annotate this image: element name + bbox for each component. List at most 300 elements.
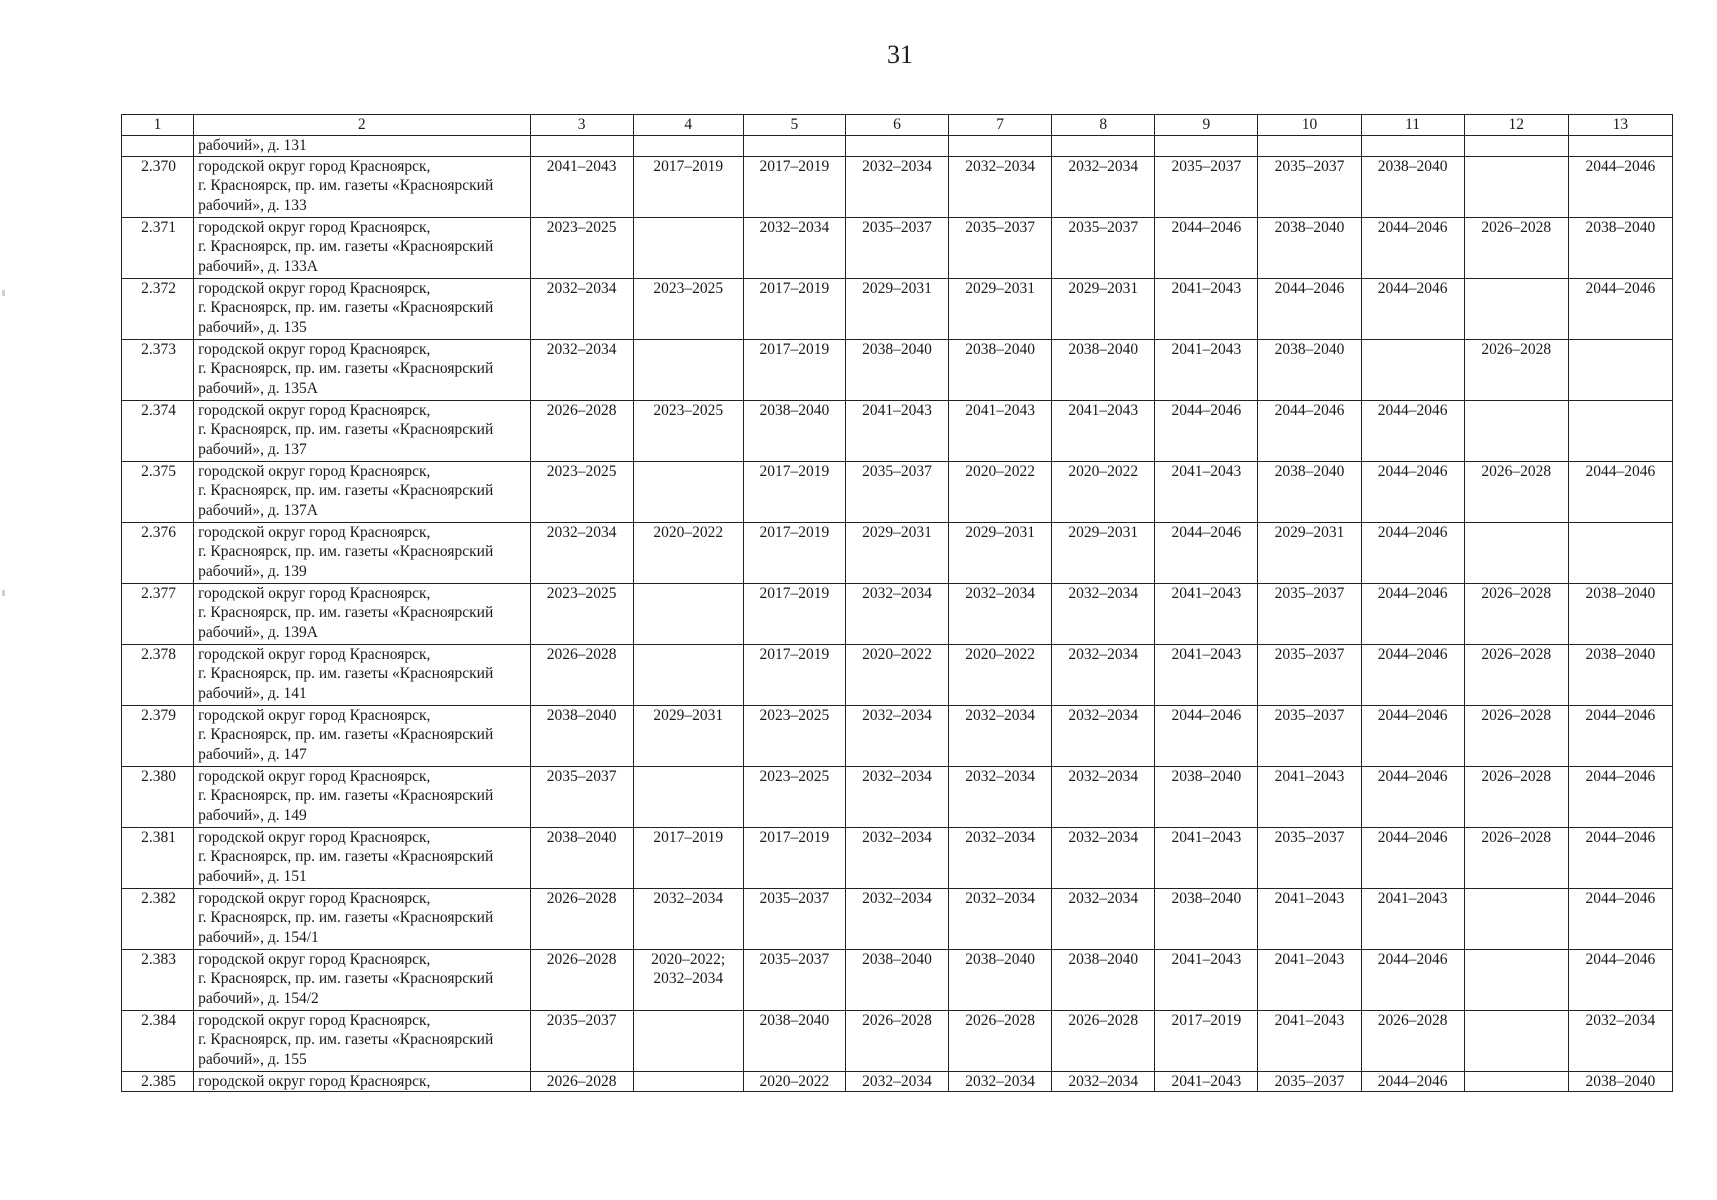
- period-cell: 2035–2037: [1258, 1071, 1361, 1092]
- period-cell: 2041–2043: [1258, 888, 1361, 949]
- period-cell: 2041–2043: [1155, 278, 1258, 339]
- period-cell: 2044–2046: [1361, 400, 1464, 461]
- period-cell: 2038–2040: [845, 339, 948, 400]
- period-cell: 2035–2037: [1052, 217, 1155, 278]
- period-cell: [1464, 888, 1568, 949]
- table-body: [122, 136, 1673, 1092]
- period-cell: 2038–2040: [1258, 461, 1361, 522]
- period-cell: 2023–2025: [633, 278, 743, 339]
- period-cell: 2044–2046: [1361, 827, 1464, 888]
- row-number-cell: 2.383: [122, 949, 194, 1010]
- period-cell: [949, 136, 1052, 157]
- address-cell: [194, 217, 530, 278]
- period-cell: 2029–2031: [1258, 522, 1361, 583]
- period-cell: 2026–2028: [1464, 827, 1568, 888]
- period-cell: 2026–2028: [1464, 217, 1568, 278]
- table-row-continuation: [122, 136, 1673, 157]
- column-header: 7: [949, 115, 1052, 136]
- period-cell: 2032–2034: [949, 705, 1052, 766]
- period-cell: 2044–2046: [1361, 644, 1464, 705]
- address-cell: [194, 644, 530, 705]
- period-cell: 2044–2046: [1361, 1071, 1464, 1092]
- period-cell: 2032–2034: [1052, 1071, 1155, 1092]
- row-number-cell: 2.373: [122, 339, 194, 400]
- address-line: рабочий», д. 155: [198, 1050, 307, 1068]
- row-number-cell: 2.384: [122, 1010, 194, 1071]
- period-cell: [633, 644, 743, 705]
- address-line: городской округ город Красноярск,: [198, 218, 431, 236]
- period-cell: [1464, 136, 1568, 157]
- column-header: 2: [194, 115, 530, 136]
- period-cell: 2038–2040: [1052, 339, 1155, 400]
- period-cell: 2020–2022: [633, 522, 743, 583]
- period-cell: 2035–2037: [530, 766, 633, 827]
- period-cell: 2044–2046: [1568, 461, 1672, 522]
- period-cell: 2038–2040: [1052, 949, 1155, 1010]
- period-cell: 2032–2034: [845, 583, 948, 644]
- period-cell: [1568, 339, 1672, 400]
- scan-margin-mark: [2, 590, 5, 596]
- address-line: рабочий», д. 149: [198, 806, 307, 824]
- address-line: городской округ город Красноярск,: [198, 157, 431, 175]
- period-cell: 2032–2034: [845, 1071, 948, 1092]
- period-cell: 2026–2028: [1464, 705, 1568, 766]
- address-cell: [194, 705, 530, 766]
- period-cell: 2044–2046: [1361, 278, 1464, 339]
- period-cell: 2029–2031: [949, 278, 1052, 339]
- address-line: городской округ город Красноярск,: [198, 462, 431, 480]
- table-row: [122, 1010, 1673, 1071]
- address-cell: [194, 522, 530, 583]
- address-line: г. Красноярск, пр. им. газеты «Красноярский: [198, 421, 494, 438]
- address-line: городской округ город Красноярск,: [198, 1011, 431, 1029]
- period-cell: 2041–2043: [1155, 644, 1258, 705]
- address-line: г. Красноярск, пр. им. газеты «Красноярский: [198, 604, 494, 621]
- period-cell: 2017–2019: [1155, 1010, 1258, 1071]
- period-cell: 2026–2028: [530, 888, 633, 949]
- period-cell: 2035–2037: [845, 461, 948, 522]
- period-cell: 2032–2034: [1052, 888, 1155, 949]
- table-row: [122, 766, 1673, 827]
- period-cell: 2038–2040: [1568, 1071, 1672, 1092]
- row-number-cell: 2.370: [122, 156, 194, 217]
- address-line: г. Красноярск, пр. им. газеты «Красноярский: [198, 909, 494, 926]
- period-cell: 2041–2043: [530, 156, 633, 217]
- page-number-text: 31: [887, 40, 913, 69]
- period-cell: [633, 136, 743, 157]
- period-cell: 2023–2025: [743, 705, 845, 766]
- address-line: г. Красноярск, пр. им. газеты «Красноярский: [198, 665, 494, 682]
- period-cell: 2026–2028: [845, 1010, 948, 1071]
- table-row: [122, 156, 1673, 217]
- period-cell: 2017–2019: [743, 583, 845, 644]
- period-cell: 2023–2025: [530, 461, 633, 522]
- period-cell: [633, 461, 743, 522]
- period-cell: 2032–2034: [949, 156, 1052, 217]
- column-header: 3: [530, 115, 633, 136]
- period-cell: 2038–2040: [1155, 888, 1258, 949]
- column-header: 4: [633, 115, 743, 136]
- period-cell: 2026–2028: [530, 949, 633, 1010]
- period-cell: 2032–2034: [845, 827, 948, 888]
- period-cell: [1568, 522, 1672, 583]
- period-cell: 2017–2019: [633, 156, 743, 217]
- period-cell: 2041–2043: [949, 400, 1052, 461]
- address-cell: [194, 400, 530, 461]
- address-line: г. Красноярск, пр. им. газеты «Красноярский: [198, 726, 494, 743]
- address-line: городской округ город Красноярск,: [198, 767, 431, 785]
- period-cell: 2023–2025: [743, 766, 845, 827]
- period-cell: 2020–2022: [1052, 461, 1155, 522]
- period-cell: 2041–2043: [1052, 400, 1155, 461]
- period-cell: 2032–2034: [633, 888, 743, 949]
- period-cell: 2029–2031: [1052, 278, 1155, 339]
- period-cell: [1464, 949, 1568, 1010]
- period-cell: 2038–2040: [530, 705, 633, 766]
- period-cell: [633, 339, 743, 400]
- period-cell: 2044–2046: [1568, 766, 1672, 827]
- address-cell: [194, 1071, 530, 1092]
- period-cell: 2035–2037: [1258, 156, 1361, 217]
- row-number-cell: 2.379: [122, 705, 194, 766]
- table-row: [122, 1071, 1673, 1092]
- period-line: 2032–2034: [653, 970, 724, 987]
- address-cell: [194, 136, 530, 157]
- address-line: рабочий», д. 154/2: [198, 989, 319, 1007]
- period-cell: 2032–2034: [1052, 705, 1155, 766]
- address-cell: [194, 949, 530, 1010]
- period-cell: 2038–2040: [949, 339, 1052, 400]
- period-cell: 2044–2046: [1361, 522, 1464, 583]
- period-cell: 2026–2028: [530, 1071, 633, 1092]
- period-cell: [633, 583, 743, 644]
- period-cell: 2017–2019: [743, 827, 845, 888]
- table-row: [122, 522, 1673, 583]
- period-cell: [633, 949, 743, 1010]
- address-line: городской округ город Красноярск,: [198, 401, 431, 419]
- period-cell: 2032–2034: [845, 156, 948, 217]
- period-cell: 2038–2040: [1258, 217, 1361, 278]
- period-cell: 2035–2037: [1258, 644, 1361, 705]
- column-header: 12: [1464, 115, 1568, 136]
- period-cell: 2044–2046: [1568, 827, 1672, 888]
- row-number-cell: 2.371: [122, 217, 194, 278]
- period-cell: 2029–2031: [949, 522, 1052, 583]
- address-line: городской округ город Красноярск,: [198, 645, 431, 663]
- period-cell: 2035–2037: [949, 217, 1052, 278]
- row-number-cell: 2.381: [122, 827, 194, 888]
- period-cell: 2032–2034: [845, 705, 948, 766]
- period-cell: 2032–2034: [949, 827, 1052, 888]
- period-cell: 2044–2046: [1568, 156, 1672, 217]
- period-cell: 2044–2046: [1258, 278, 1361, 339]
- period-cell: 2041–2043: [1258, 766, 1361, 827]
- period-cell: 2029–2031: [1052, 522, 1155, 583]
- period-cell: 2035–2037: [743, 888, 845, 949]
- address-line: рабочий», д. 151: [198, 867, 307, 885]
- period-cell: 2044–2046: [1155, 705, 1258, 766]
- address-line: городской округ город Красноярск,: [198, 950, 431, 968]
- table-row: [122, 827, 1673, 888]
- address-line: городской округ город Красноярск,: [198, 279, 431, 297]
- period-cell: 2044–2046: [1568, 278, 1672, 339]
- period-cell: 2017–2019: [743, 461, 845, 522]
- address-line: городской округ город Красноярск,: [198, 889, 431, 907]
- address-cell: [194, 827, 530, 888]
- address-line: г. Красноярск, пр. им. газеты «Красноярский: [198, 238, 494, 255]
- period-cell: 2026–2028: [530, 644, 633, 705]
- period-cell: 2035–2037: [1155, 156, 1258, 217]
- table-row: [122, 217, 1673, 278]
- period-cell: 2044–2046: [1361, 583, 1464, 644]
- period-cell: 2044–2046: [1568, 949, 1672, 1010]
- row-number-cell: 2.375: [122, 461, 194, 522]
- table-row: [122, 278, 1673, 339]
- period-cell: [1155, 136, 1258, 157]
- period-cell: 2032–2034: [949, 766, 1052, 827]
- address-line: г. Красноярск, пр. им. газеты «Красноярский: [198, 299, 494, 316]
- period-cell: 2038–2040: [743, 400, 845, 461]
- address-cell: [194, 1010, 530, 1071]
- period-cell: 2044–2046: [1568, 705, 1672, 766]
- row-number-cell: 2.378: [122, 644, 194, 705]
- period-cell: 2032–2034: [949, 888, 1052, 949]
- table-row: [122, 400, 1673, 461]
- column-header: 6: [845, 115, 948, 136]
- period-cell: 2044–2046: [1361, 949, 1464, 1010]
- address-line: г. Красноярск, пр. им. газеты «Красноярский: [198, 543, 494, 560]
- period-cell: [845, 136, 948, 157]
- row-number-cell: 2.382: [122, 888, 194, 949]
- table-row: [122, 705, 1673, 766]
- period-cell: 2038–2040: [1258, 339, 1361, 400]
- table-row: [122, 583, 1673, 644]
- row-number-cell: 2.372: [122, 278, 194, 339]
- period-cell: 2017–2019: [743, 522, 845, 583]
- address-cell: [194, 339, 530, 400]
- address-line: рабочий», д. 135: [198, 318, 307, 336]
- row-number-cell: 2.377: [122, 583, 194, 644]
- column-header: 9: [1155, 115, 1258, 136]
- period-cell: 2032–2034: [1052, 583, 1155, 644]
- period-cell: 2026–2028: [1361, 1010, 1464, 1071]
- period-cell: 2026–2028: [1464, 583, 1568, 644]
- period-cell: 2044–2046: [1155, 217, 1258, 278]
- address-line: г. Красноярск, пр. им. газеты «Красноярский: [198, 1031, 494, 1048]
- address-line: городской округ город Красноярск,: [198, 706, 431, 724]
- period-cell: 2038–2040: [1568, 583, 1672, 644]
- period-cell: [1568, 400, 1672, 461]
- period-cell: 2035–2037: [743, 949, 845, 1010]
- period-cell: [1464, 1071, 1568, 1092]
- period-cell: [1258, 136, 1361, 157]
- address-cell: [194, 156, 530, 217]
- period-cell: 2017–2019: [633, 827, 743, 888]
- period-cell: 2032–2034: [845, 888, 948, 949]
- column-header: 5: [743, 115, 845, 136]
- table-row: [122, 888, 1673, 949]
- period-cell: 2017–2019: [743, 278, 845, 339]
- row-number-cell: 2.380: [122, 766, 194, 827]
- table-row: [122, 949, 1673, 1010]
- row-number-cell: 2.374: [122, 400, 194, 461]
- address-line: г. Красноярск, пр. им. газеты «Красноярский: [198, 970, 494, 987]
- period-cell: 2020–2022: [949, 461, 1052, 522]
- column-header: 13: [1568, 115, 1672, 136]
- period-cell: 2032–2034: [530, 278, 633, 339]
- period-cell: 2041–2043: [845, 400, 948, 461]
- period-cell: 2017–2019: [743, 339, 845, 400]
- period-cell: 2035–2037: [530, 1010, 633, 1071]
- row-number-cell: [122, 136, 194, 157]
- period-cell: 2029–2031: [633, 705, 743, 766]
- period-cell: 2017–2019: [743, 156, 845, 217]
- period-line: 2020–2022;: [651, 950, 726, 968]
- column-header: 8: [1052, 115, 1155, 136]
- period-cell: [1464, 156, 1568, 217]
- period-cell: 2032–2034: [530, 522, 633, 583]
- period-cell: 2029–2031: [845, 278, 948, 339]
- period-cell: [743, 136, 845, 157]
- period-cell: 2029–2031: [845, 522, 948, 583]
- period-cell: 2038–2040: [743, 1010, 845, 1071]
- period-cell: 2032–2034: [845, 766, 948, 827]
- period-cell: 2023–2025: [530, 583, 633, 644]
- period-cell: 2038–2040: [1568, 217, 1672, 278]
- period-cell: 2035–2037: [845, 217, 948, 278]
- period-cell: 2038–2040: [1568, 644, 1672, 705]
- table-row: [122, 461, 1673, 522]
- period-cell: 2032–2034: [1568, 1010, 1672, 1071]
- address-cell: [194, 766, 530, 827]
- period-cell: 2038–2040: [845, 949, 948, 1010]
- period-cell: [1052, 136, 1155, 157]
- address-line: рабочий», д. 139А: [198, 623, 318, 641]
- column-header: 1: [122, 115, 194, 136]
- address-line: рабочий», д. 137А: [198, 501, 318, 519]
- table-row: [122, 339, 1673, 400]
- period-cell: 2035–2037: [1258, 705, 1361, 766]
- table-row: [122, 644, 1673, 705]
- address-line: рабочий», д. 137: [198, 440, 307, 458]
- address-line: рабочий», д. 141: [198, 684, 307, 702]
- period-cell: 2023–2025: [633, 400, 743, 461]
- address-line: рабочий», д. 139: [198, 562, 307, 580]
- address-line: городской округ город Красноярск,: [198, 523, 431, 541]
- address-line: городской округ город Красноярск,: [198, 584, 431, 602]
- period-cell: 2020–2022: [743, 1071, 845, 1092]
- period-cell: 2044–2046: [1155, 522, 1258, 583]
- period-cell: 2026–2028: [1464, 766, 1568, 827]
- period-cell: 2032–2034: [949, 1071, 1052, 1092]
- address-line: рабочий», д. 135А: [198, 379, 318, 397]
- period-cell: 2026–2028: [1052, 1010, 1155, 1071]
- period-cell: 2044–2046: [1568, 888, 1672, 949]
- period-cell: 2035–2037: [1258, 583, 1361, 644]
- period-cell: 2026–2028: [530, 400, 633, 461]
- period-cell: 2026–2028: [1464, 644, 1568, 705]
- period-cell: 2020–2022: [949, 644, 1052, 705]
- period-cell: 2032–2034: [743, 217, 845, 278]
- address-line: г. Красноярск, пр. им. газеты «Красноярский: [198, 848, 494, 865]
- period-cell: [633, 1071, 743, 1092]
- period-cell: 2020–2022: [845, 644, 948, 705]
- period-cell: 2041–2043: [1155, 583, 1258, 644]
- column-number-header: [122, 115, 1673, 136]
- period-cell: 2041–2043: [1155, 1071, 1258, 1092]
- scan-margin-mark: [2, 290, 5, 296]
- address-cell: [194, 278, 530, 339]
- address-cell: [194, 583, 530, 644]
- period-cell: [1361, 339, 1464, 400]
- period-cell: [1464, 1010, 1568, 1071]
- address-line: городской округ город Красноярск,: [198, 828, 431, 846]
- address-line: г. Красноярск, пр. им. газеты «Красноярский: [198, 482, 494, 499]
- address-line: рабочий», д. 154/1: [198, 928, 319, 946]
- address-line: г. Красноярск, пр. им. газеты «Красноярский: [198, 360, 494, 377]
- row-number-cell: 2.385: [122, 1071, 194, 1092]
- address-line: рабочий», д. 133А: [198, 257, 318, 275]
- period-cell: 2041–2043: [1155, 949, 1258, 1010]
- period-cell: 2032–2034: [1052, 644, 1155, 705]
- period-cell: 2041–2043: [1258, 949, 1361, 1010]
- period-cell: 2041–2043: [1155, 461, 1258, 522]
- period-cell: 2041–2043: [1155, 827, 1258, 888]
- column-header: 10: [1258, 115, 1361, 136]
- address-line: г. Красноярск, пр. им. газеты «Красноярский: [198, 787, 494, 804]
- period-cell: [633, 1010, 743, 1071]
- address-cell: [194, 461, 530, 522]
- period-cell: 2026–2028: [1464, 339, 1568, 400]
- address-line: рабочий», д. 147: [198, 745, 307, 763]
- address-line: городской округ город Красноярск,: [198, 340, 431, 358]
- period-cell: [530, 136, 633, 157]
- period-cell: 2044–2046: [1361, 461, 1464, 522]
- address-line: городской округ город Красноярск,: [198, 1072, 431, 1090]
- address-cell: [194, 888, 530, 949]
- period-cell: 2026–2028: [1464, 461, 1568, 522]
- period-cell: 2032–2034: [530, 339, 633, 400]
- period-cell: 2032–2034: [1052, 827, 1155, 888]
- address-line: рабочий», д. 131: [198, 137, 307, 154]
- period-cell: [1361, 136, 1464, 157]
- period-cell: 2035–2037: [1258, 827, 1361, 888]
- period-cell: 2038–2040: [1155, 766, 1258, 827]
- period-cell: [1464, 400, 1568, 461]
- period-cell: 2044–2046: [1361, 705, 1464, 766]
- period-cell: 2041–2043: [1258, 1010, 1361, 1071]
- period-cell: [633, 217, 743, 278]
- period-cell: 2038–2040: [949, 949, 1052, 1010]
- column-header: 11: [1361, 115, 1464, 136]
- schedule-table: [121, 114, 1673, 1092]
- period-cell: 2044–2046: [1155, 400, 1258, 461]
- period-cell: 2026–2028: [949, 1010, 1052, 1071]
- period-cell: 2032–2034: [1052, 156, 1155, 217]
- period-cell: 2041–2043: [1361, 888, 1464, 949]
- period-cell: [1568, 136, 1672, 157]
- address-line: г. Красноярск, пр. им. газеты «Красноярский: [198, 177, 494, 194]
- period-cell: 2032–2034: [1052, 766, 1155, 827]
- period-cell: 2044–2046: [1361, 217, 1464, 278]
- period-cell: [1464, 278, 1568, 339]
- period-cell: [633, 766, 743, 827]
- address-line: рабочий», д. 133: [198, 196, 307, 214]
- period-cell: 2038–2040: [1361, 156, 1464, 217]
- period-cell: 2017–2019: [743, 644, 845, 705]
- page-number: [0, 40, 1717, 70]
- period-cell: 2044–2046: [1258, 400, 1361, 461]
